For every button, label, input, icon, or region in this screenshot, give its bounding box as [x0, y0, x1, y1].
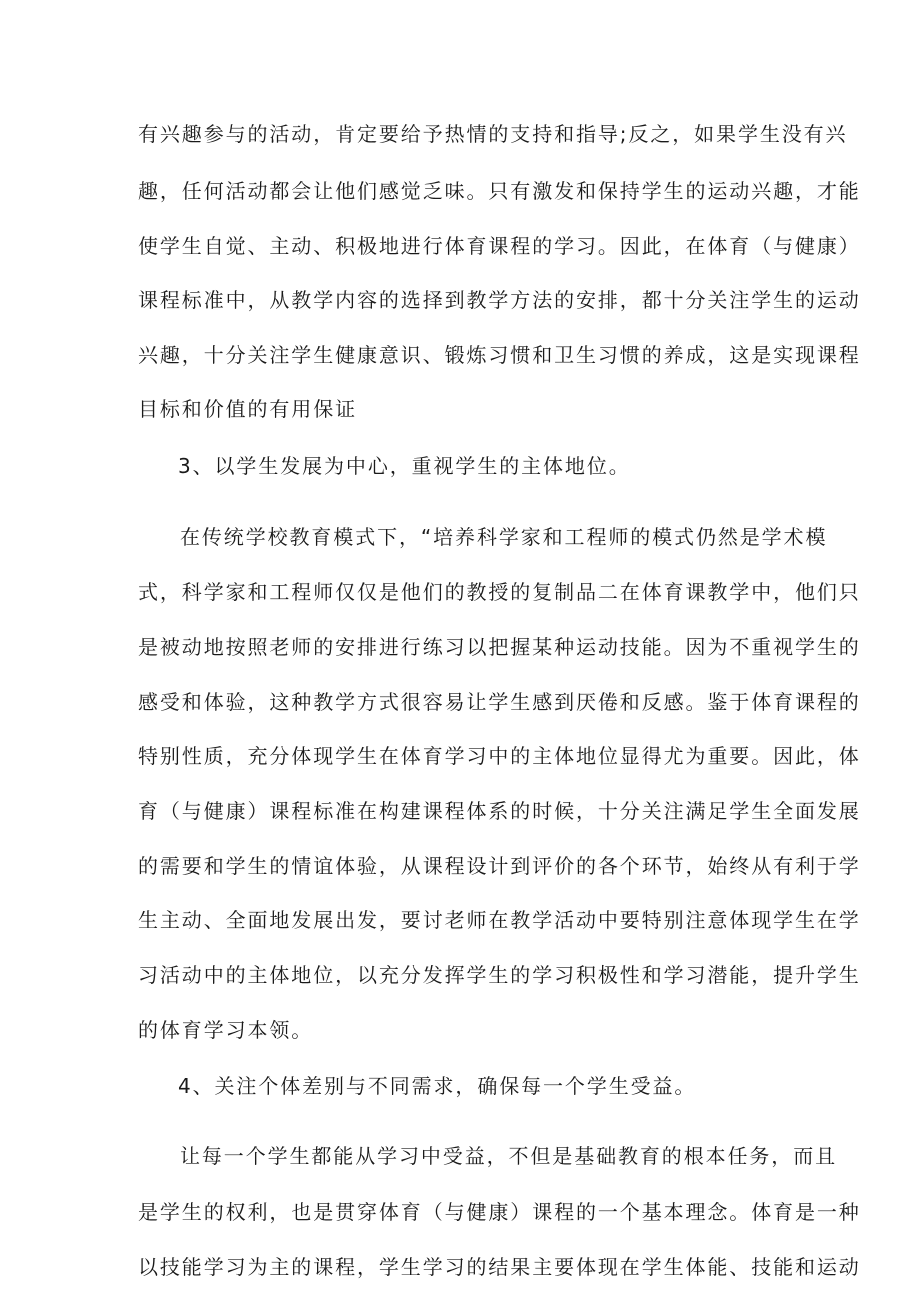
- paragraph-line: 有兴趣参与的活动，肯定要给予热情的支持和指导;反之，如果学生没有兴: [138, 122, 848, 146]
- section-heading-4: 4、关注个体差别与不同需求，确保每一个学生受益。: [178, 1074, 697, 1098]
- paragraph-line: 习活动中的主体地位，以充分发挥学生的学习积极性和学习潜能，提升学生: [138, 963, 861, 987]
- paragraph-line: 式，科学家和工程师仅仅是他们的教授的复制品二在体育课教学中，他们只: [138, 580, 861, 604]
- paragraph-line: 以技能学习为主的课程，学生学习的结果主要体现在学生体能、技能和运动: [138, 1255, 861, 1279]
- paragraph-line: 感受和体验，这种教学方式很容易让学生感到厌倦和反感。鉴于体育课程的: [138, 690, 861, 714]
- paragraph-line: 是被动地按照老师的安排进行练习以把握某种运动技能。因为不重视学生的: [138, 635, 861, 659]
- section-heading-3: 3、以学生发展为中心，重视学生的主体地位。: [178, 454, 631, 478]
- paragraph-line: 的体育学习本领。: [138, 1018, 314, 1042]
- paragraph-line: 目标和价值的有用保证: [138, 397, 357, 421]
- paragraph-line: 是学生的权利，也是贯穿体育（与健康）课程的一个基本理念。体育是一种: [138, 1200, 861, 1224]
- paragraph-line: 课程标准中，从教学内容的选择到教学方法的安排，都十分关注学生的运动: [138, 288, 861, 312]
- paragraph-line: 让每一个学生都能从学习中受益，不但是基础教育的根本任务，而且: [180, 1144, 837, 1168]
- paragraph-line: 在传统学校教育模式下，“培养科学家和工程师的模式仍然是学术模: [180, 525, 828, 549]
- paragraph-line: 特别性质，充分体现学生在体育学习中的主体地位显得尤为重要。因此，体: [138, 744, 861, 768]
- paragraph-line: 的需要和学生的情谊体验，从课程设计到评价的各个环节，始终从有利于学: [138, 854, 861, 878]
- paragraph-line: 生主动、全面地发展出发，要讨老师在教学活动中要特别注意体现学生在学: [138, 908, 861, 932]
- paragraph-line: 使学生自觉、主动、积极地进行体育课程的学习。因此，在体育（与健康）: [138, 234, 861, 258]
- paragraph-line: 兴趣，十分关注学生健康意识、锻炼习惯和卫生习惯的养成，这是实现课程: [138, 343, 861, 367]
- paragraph-line: 趣，任何活动都会让他们感觉乏味。只有激发和保持学生的运动兴趣，才能: [138, 179, 861, 203]
- paragraph-line: 育（与健康）课程标准在构建课程体系的时候，十分关注满足学生全面发展: [138, 799, 861, 823]
